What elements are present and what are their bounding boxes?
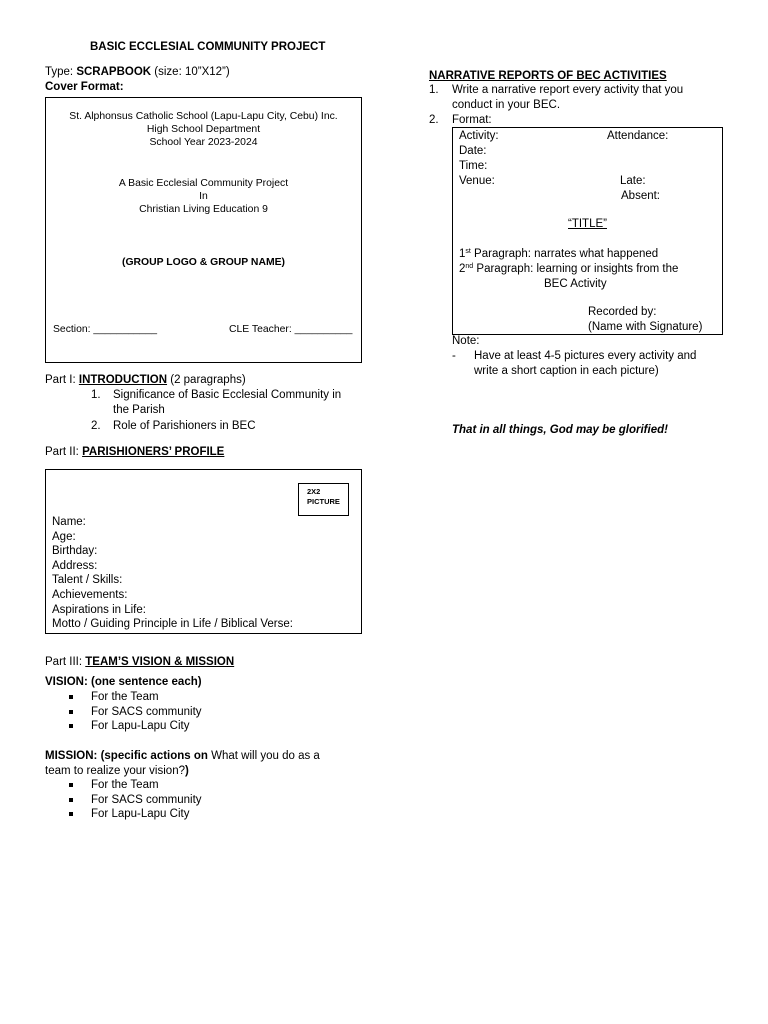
profile-field: Motto / Guiding Principle in Life / Biblical Verse: bbox=[52, 618, 293, 631]
part1-item-text: Role of Parishioners in BEC bbox=[113, 420, 256, 432]
cover-project-line3: Christian Living Education 9 bbox=[139, 204, 268, 215]
format-name-signature: (Name with Signature) bbox=[588, 321, 703, 333]
bullet-icon bbox=[69, 724, 73, 728]
cover-school-year: School Year 2023-2024 bbox=[149, 137, 258, 148]
cover-section: Section: ___________ bbox=[53, 324, 157, 335]
narrative-item-text: conduct in your BEC. bbox=[452, 99, 561, 111]
mission-label: MISSION: (specific actions on What will you do as a bbox=[45, 750, 320, 762]
cover-format-label: Cover Format: bbox=[45, 81, 124, 93]
part1-item-num: 2. bbox=[91, 420, 101, 432]
cover-teacher: CLE Teacher: __________ bbox=[229, 324, 353, 335]
format-paragraph-2-line2: BEC Activity bbox=[544, 278, 607, 290]
format-date: Date: bbox=[459, 145, 487, 157]
narrative-item-num: 1. bbox=[429, 84, 439, 96]
format-recorded-by: Recorded by: bbox=[588, 306, 657, 318]
cover-project-line2: In bbox=[199, 191, 208, 202]
narrative-item-text: Write a narrative report every activity that you bbox=[452, 84, 684, 96]
note-text: Have at least 4-5 pictures every activity and bbox=[474, 350, 697, 362]
note-dash: - bbox=[452, 350, 456, 362]
bullet-icon bbox=[69, 798, 73, 802]
note-text: write a short caption in each picture) bbox=[474, 365, 659, 377]
narrative-item-num: 2. bbox=[429, 114, 439, 126]
format-activity: Activity: bbox=[459, 130, 499, 142]
cover-format-box bbox=[45, 97, 362, 363]
mission-label-line2: team to realize your vision?) bbox=[45, 765, 189, 777]
part1-item-text: the Parish bbox=[113, 404, 165, 416]
cover-department: High School Department bbox=[146, 124, 261, 135]
cover-project-line1: A Basic Ecclesial Community Project bbox=[118, 178, 289, 189]
mission-item: For the Team bbox=[91, 779, 159, 791]
type-line: Type: SCRAPBOOK (size: 10”X12”) bbox=[45, 66, 230, 78]
mission-item: For SACS community bbox=[91, 794, 202, 806]
bullet-icon bbox=[69, 812, 73, 816]
part1-item-text: Significance of Basic Ecclesial Community in bbox=[113, 389, 342, 401]
format-paragraph-2: 2nd Paragraph: learning or insights from the bbox=[459, 263, 679, 275]
profile-field: Talent / Skills: bbox=[52, 574, 123, 587]
format-absent: Absent: bbox=[621, 190, 660, 202]
profile-field-list bbox=[52, 515, 293, 632]
part3-heading: Part III: TEAM’S VISION & MISSION bbox=[45, 656, 235, 668]
picture-label-size: 2X2 bbox=[307, 487, 321, 496]
cover-school: St. Alphonsus Catholic School (Lapu-Lapu City, Cebu) Inc. bbox=[69, 111, 338, 122]
profile-field: Name: bbox=[52, 516, 86, 528]
format-paragraph-1: 1st Paragraph: narrates what happened bbox=[459, 248, 659, 260]
bullet-icon bbox=[69, 710, 73, 714]
vision-item: For Lapu-Lapu City bbox=[91, 720, 190, 732]
profile-field: Achievements: bbox=[52, 588, 128, 601]
format-title: “TITLE” bbox=[568, 218, 607, 230]
vision-item: For SACS community bbox=[91, 706, 202, 718]
format-venue: Venue: bbox=[459, 175, 495, 187]
format-time: Time: bbox=[459, 160, 488, 172]
profile-field: Age: bbox=[52, 530, 76, 543]
cover-group-logo: (GROUP LOGO & GROUP NAME) bbox=[122, 257, 285, 268]
document-title: BASIC ECCLESIAL COMMUNITY PROJECT bbox=[90, 41, 326, 53]
part1-item-num: 1. bbox=[91, 389, 101, 401]
narrative-format-box bbox=[452, 127, 723, 335]
vision-label: VISION: (one sentence each) bbox=[45, 676, 202, 688]
part1-heading: Part I: INTRODUCTION (2 paragraphs) bbox=[45, 374, 246, 386]
bullet-icon bbox=[69, 783, 73, 787]
narrative-item-text: Format: bbox=[452, 114, 492, 126]
profile-field: Birthday: bbox=[52, 545, 98, 558]
profile-field: Address: bbox=[52, 559, 98, 572]
part2-heading: Part II: PARISHIONERS’ PROFILE bbox=[45, 446, 225, 458]
closing-statement: That in all things, God may be glorified! bbox=[452, 424, 668, 436]
mission-item: For Lapu-Lapu City bbox=[91, 808, 190, 820]
profile-field: Aspirations in Life: bbox=[52, 603, 146, 616]
format-late: Late: bbox=[620, 175, 646, 187]
format-attendance: Attendance: bbox=[607, 130, 669, 142]
bullet-icon bbox=[69, 695, 73, 699]
picture-label-text: PICTURE bbox=[307, 497, 340, 506]
parishioner-profile-box bbox=[45, 469, 362, 634]
narrative-title: NARRATIVE REPORTS OF BEC ACTIVITIES bbox=[429, 70, 667, 82]
vision-item: For the Team bbox=[91, 691, 159, 703]
note-label: Note: bbox=[452, 335, 480, 347]
picture-placeholder bbox=[298, 483, 349, 516]
